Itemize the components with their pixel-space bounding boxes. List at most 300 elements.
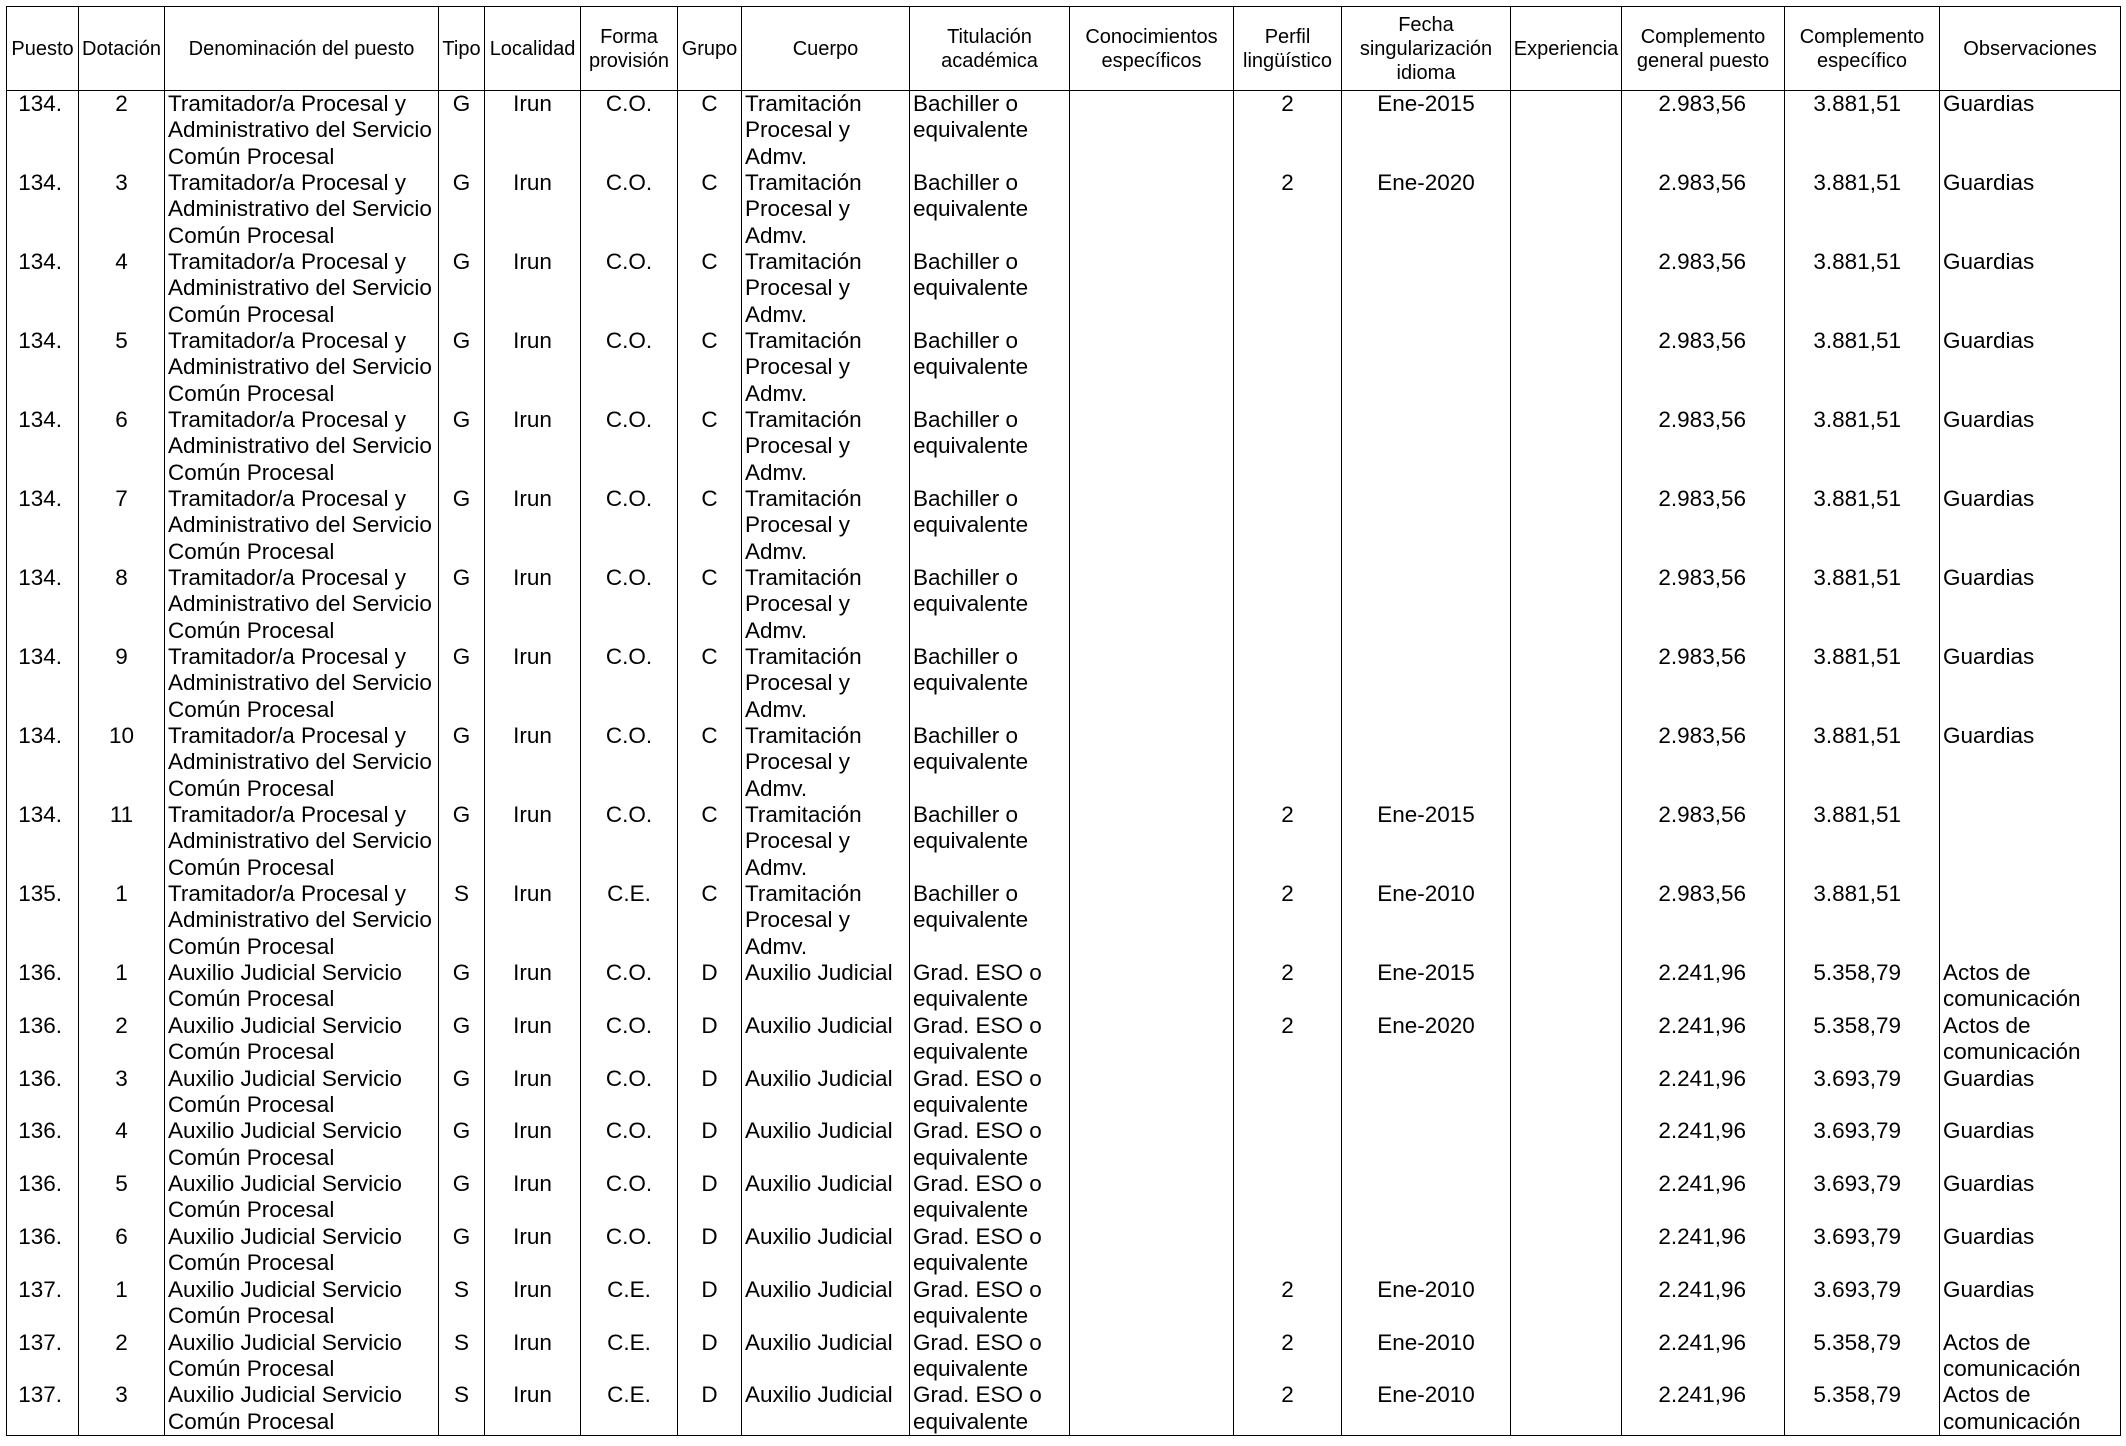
cell-localidad: Irun — [485, 170, 581, 249]
cell-cuerpo: Auxilio Judicial — [742, 1382, 910, 1435]
cell-forma-provision: C.E. — [581, 1330, 678, 1383]
cell-experiencia — [1511, 802, 1622, 881]
cell-experiencia — [1511, 1013, 1622, 1066]
cell-tipo: G — [439, 565, 485, 644]
cell-comp-general: 2.241,96 — [1622, 1330, 1785, 1383]
cell-fecha: Ene-2010 — [1342, 1330, 1511, 1383]
cell-forma-provision: C.O. — [581, 407, 678, 486]
cell-fecha — [1342, 1118, 1511, 1171]
cell-perfil: 2 — [1234, 881, 1342, 960]
cell-dotacion: 6 — [79, 407, 165, 486]
cell-forma-provision: C.O. — [581, 723, 678, 802]
cell-localidad: Irun — [485, 486, 581, 565]
cell-conocimientos — [1070, 1171, 1234, 1224]
cell-denominacion: Tramitador/a Procesal y Administrativo del Servicio Común Procesal — [165, 644, 439, 723]
cell-puesto: 137. — [7, 1277, 79, 1330]
cell-puesto: 134. — [7, 249, 79, 328]
cell-cuerpo: Tramitación Procesal y Admv. — [742, 170, 910, 249]
cell-forma-provision: C.O. — [581, 1013, 678, 1066]
cell-denominacion: Tramitador/a Procesal y Administrativo del Servicio Común Procesal — [165, 249, 439, 328]
positions-document — [6, 6, 2120, 1436]
cell-comp-especifico: 3.881,51 — [1785, 328, 1940, 407]
cell-cuerpo: Auxilio Judicial — [742, 1171, 910, 1224]
cell-puesto: 136. — [7, 960, 79, 1013]
cell-tipo: G — [439, 960, 485, 1013]
cell-comp-especifico: 3.881,51 — [1785, 170, 1940, 249]
cell-puesto: 137. — [7, 1382, 79, 1435]
header-titulacion: Titulación académica — [910, 7, 1070, 91]
cell-conocimientos — [1070, 1224, 1234, 1277]
cell-titulacion: Bachiller o equivalente — [910, 802, 1070, 881]
header-forma-provision: Forma provisión — [581, 7, 678, 91]
cell-puesto: 136. — [7, 1066, 79, 1119]
cell-titulacion: Bachiller o equivalente — [910, 249, 1070, 328]
cell-grupo: C — [678, 170, 742, 249]
cell-conocimientos — [1070, 644, 1234, 723]
cell-grupo: D — [678, 1382, 742, 1435]
cell-dotacion: 2 — [79, 1330, 165, 1383]
cell-conocimientos — [1070, 802, 1234, 881]
table-row — [7, 486, 2121, 565]
cell-comp-especifico: 3.881,51 — [1785, 486, 1940, 565]
cell-localidad: Irun — [485, 91, 581, 171]
cell-observaciones: Actos de comunicación — [1940, 1013, 2121, 1066]
header-grupo: Grupo — [678, 7, 742, 91]
cell-titulacion: Grad. ESO o equivalente — [910, 1118, 1070, 1171]
header-conocimientos: Conocimientos específicos — [1070, 7, 1234, 91]
header-comp-general: Complemento general puesto — [1622, 7, 1785, 91]
cell-forma-provision: C.O. — [581, 960, 678, 1013]
cell-titulacion: Bachiller o equivalente — [910, 328, 1070, 407]
cell-comp-general: 2.241,96 — [1622, 1382, 1785, 1435]
cell-localidad: Irun — [485, 1066, 581, 1119]
cell-titulacion: Bachiller o equivalente — [910, 565, 1070, 644]
header-experiencia: Experiencia — [1511, 7, 1622, 91]
cell-denominacion: Tramitador/a Procesal y Administrativo del Servicio Común Procesal — [165, 802, 439, 881]
cell-grupo: D — [678, 1066, 742, 1119]
cell-fecha: Ene-2010 — [1342, 881, 1511, 960]
cell-perfil — [1234, 723, 1342, 802]
cell-conocimientos — [1070, 328, 1234, 407]
cell-fecha — [1342, 723, 1511, 802]
cell-titulacion: Bachiller o equivalente — [910, 644, 1070, 723]
table-body — [7, 91, 2121, 1436]
cell-titulacion: Grad. ESO o equivalente — [910, 1066, 1070, 1119]
cell-experiencia — [1511, 170, 1622, 249]
cell-observaciones: Actos de comunicación — [1940, 960, 2121, 1013]
cell-cuerpo: Tramitación Procesal y Admv. — [742, 91, 910, 171]
cell-localidad: Irun — [485, 249, 581, 328]
cell-puesto: 136. — [7, 1118, 79, 1171]
cell-localidad: Irun — [485, 881, 581, 960]
cell-comp-especifico: 5.358,79 — [1785, 1382, 1940, 1435]
cell-comp-general: 2.983,56 — [1622, 565, 1785, 644]
cell-fecha — [1342, 1066, 1511, 1119]
cell-fecha — [1342, 407, 1511, 486]
cell-denominacion: Tramitador/a Procesal y Administrativo del Servicio Común Procesal — [165, 407, 439, 486]
table-row — [7, 1330, 2121, 1383]
cell-forma-provision: C.O. — [581, 249, 678, 328]
cell-perfil: 2 — [1234, 960, 1342, 1013]
cell-observaciones: Guardias — [1940, 1066, 2121, 1119]
cell-localidad: Irun — [485, 328, 581, 407]
cell-localidad: Irun — [485, 1382, 581, 1435]
cell-grupo: C — [678, 802, 742, 881]
cell-denominacion: Auxilio Judicial Servicio Común Procesal — [165, 1330, 439, 1383]
cell-forma-provision: C.O. — [581, 565, 678, 644]
cell-fecha — [1342, 1224, 1511, 1277]
cell-puesto: 134. — [7, 723, 79, 802]
cell-observaciones: Guardias — [1940, 1224, 2121, 1277]
cell-perfil: 2 — [1234, 170, 1342, 249]
cell-puesto: 137. — [7, 1330, 79, 1383]
cell-observaciones: Guardias — [1940, 644, 2121, 723]
cell-comp-general: 2.241,96 — [1622, 1118, 1785, 1171]
cell-denominacion: Auxilio Judicial Servicio Común Procesal — [165, 960, 439, 1013]
cell-experiencia — [1511, 486, 1622, 565]
cell-forma-provision: C.O. — [581, 644, 678, 723]
cell-experiencia — [1511, 1066, 1622, 1119]
table-row — [7, 249, 2121, 328]
cell-experiencia — [1511, 1171, 1622, 1224]
table-row — [7, 328, 2121, 407]
cell-denominacion: Tramitador/a Procesal y Administrativo del Servicio Común Procesal — [165, 723, 439, 802]
cell-conocimientos — [1070, 960, 1234, 1013]
cell-conocimientos — [1070, 91, 1234, 171]
cell-comp-especifico: 5.358,79 — [1785, 1013, 1940, 1066]
cell-comp-general: 2.983,56 — [1622, 723, 1785, 802]
cell-comp-general: 2.983,56 — [1622, 644, 1785, 723]
cell-perfil — [1234, 1118, 1342, 1171]
cell-tipo: S — [439, 1277, 485, 1330]
cell-tipo: S — [439, 1382, 485, 1435]
cell-perfil — [1234, 486, 1342, 565]
cell-puesto: 136. — [7, 1013, 79, 1066]
cell-perfil: 2 — [1234, 91, 1342, 171]
cell-comp-especifico: 3.881,51 — [1785, 91, 1940, 171]
cell-perfil: 2 — [1234, 802, 1342, 881]
cell-forma-provision: C.O. — [581, 1118, 678, 1171]
cell-conocimientos — [1070, 170, 1234, 249]
cell-comp-especifico: 3.693,79 — [1785, 1066, 1940, 1119]
cell-forma-provision: C.O. — [581, 802, 678, 881]
cell-denominacion: Auxilio Judicial Servicio Común Procesal — [165, 1224, 439, 1277]
cell-comp-general: 2.241,96 — [1622, 1013, 1785, 1066]
cell-puesto: 134. — [7, 328, 79, 407]
cell-dotacion: 9 — [79, 644, 165, 723]
cell-tipo: S — [439, 1330, 485, 1383]
cell-observaciones: Guardias — [1940, 1171, 2121, 1224]
table-row — [7, 881, 2121, 960]
cell-perfil — [1234, 1224, 1342, 1277]
table-row — [7, 1171, 2121, 1224]
cell-perfil: 2 — [1234, 1330, 1342, 1383]
cell-denominacion: Tramitador/a Procesal y Administrativo del Servicio Común Procesal — [165, 881, 439, 960]
cell-perfil — [1234, 644, 1342, 723]
cell-comp-especifico: 3.881,51 — [1785, 249, 1940, 328]
table-row — [7, 1382, 2121, 1435]
cell-fecha — [1342, 1171, 1511, 1224]
cell-fecha: Ene-2015 — [1342, 91, 1511, 171]
cell-forma-provision: C.O. — [581, 1066, 678, 1119]
cell-fecha — [1342, 565, 1511, 644]
cell-cuerpo: Tramitación Procesal y Admv. — [742, 723, 910, 802]
cell-puesto: 134. — [7, 565, 79, 644]
cell-perfil: 2 — [1234, 1277, 1342, 1330]
cell-experiencia — [1511, 960, 1622, 1013]
cell-tipo: G — [439, 644, 485, 723]
cell-titulacion: Bachiller o equivalente — [910, 723, 1070, 802]
cell-dotacion: 1 — [79, 881, 165, 960]
header-row — [7, 7, 2121, 91]
cell-grupo: C — [678, 249, 742, 328]
cell-forma-provision: C.O. — [581, 1171, 678, 1224]
cell-titulacion: Grad. ESO o equivalente — [910, 1382, 1070, 1435]
header-localidad: Localidad — [485, 7, 581, 91]
cell-perfil — [1234, 328, 1342, 407]
positions-table — [6, 6, 2121, 1436]
cell-grupo: C — [678, 723, 742, 802]
cell-observaciones: Guardias — [1940, 1277, 2121, 1330]
cell-experiencia — [1511, 881, 1622, 960]
cell-experiencia — [1511, 1224, 1622, 1277]
cell-cuerpo: Auxilio Judicial — [742, 1118, 910, 1171]
cell-dotacion: 5 — [79, 1171, 165, 1224]
cell-fecha: Ene-2020 — [1342, 170, 1511, 249]
cell-localidad: Irun — [485, 1171, 581, 1224]
cell-forma-provision: C.E. — [581, 881, 678, 960]
header-denominacion: Denominación del puesto — [165, 7, 439, 91]
cell-comp-general: 2.241,96 — [1622, 1171, 1785, 1224]
cell-tipo: G — [439, 1118, 485, 1171]
cell-fecha: Ene-2010 — [1342, 1382, 1511, 1435]
cell-observaciones — [1940, 802, 2121, 881]
cell-localidad: Irun — [485, 1224, 581, 1277]
cell-dotacion: 2 — [79, 1013, 165, 1066]
cell-cuerpo: Auxilio Judicial — [742, 1277, 910, 1330]
cell-localidad: Irun — [485, 565, 581, 644]
cell-localidad: Irun — [485, 1013, 581, 1066]
cell-grupo: D — [678, 1118, 742, 1171]
cell-fecha — [1342, 249, 1511, 328]
cell-perfil — [1234, 1171, 1342, 1224]
cell-cuerpo: Tramitación Procesal y Admv. — [742, 249, 910, 328]
cell-perfil — [1234, 249, 1342, 328]
cell-perfil — [1234, 407, 1342, 486]
cell-grupo: C — [678, 407, 742, 486]
table-row — [7, 1277, 2121, 1330]
cell-titulacion: Bachiller o equivalente — [910, 881, 1070, 960]
cell-titulacion: Grad. ESO o equivalente — [910, 1171, 1070, 1224]
table-row — [7, 960, 2121, 1013]
cell-tipo: G — [439, 1224, 485, 1277]
cell-experiencia — [1511, 1118, 1622, 1171]
cell-forma-provision: C.O. — [581, 1224, 678, 1277]
table-row — [7, 1118, 2121, 1171]
cell-puesto: 134. — [7, 170, 79, 249]
cell-denominacion: Auxilio Judicial Servicio Común Procesal — [165, 1277, 439, 1330]
cell-cuerpo: Auxilio Judicial — [742, 1066, 910, 1119]
cell-grupo: C — [678, 328, 742, 407]
cell-tipo: G — [439, 802, 485, 881]
cell-conocimientos — [1070, 1382, 1234, 1435]
cell-experiencia — [1511, 407, 1622, 486]
table-row — [7, 802, 2121, 881]
cell-cuerpo: Tramitación Procesal y Admv. — [742, 802, 910, 881]
table-row — [7, 565, 2121, 644]
cell-fecha — [1342, 644, 1511, 723]
header-tipo: Tipo — [439, 7, 485, 91]
cell-tipo: G — [439, 1171, 485, 1224]
cell-grupo: C — [678, 565, 742, 644]
cell-experiencia — [1511, 1382, 1622, 1435]
cell-denominacion: Auxilio Judicial Servicio Común Procesal — [165, 1171, 439, 1224]
cell-comp-general: 2.241,96 — [1622, 1277, 1785, 1330]
cell-comp-general: 2.983,56 — [1622, 802, 1785, 881]
cell-conocimientos — [1070, 565, 1234, 644]
cell-titulacion: Bachiller o equivalente — [910, 407, 1070, 486]
cell-fecha: Ene-2010 — [1342, 1277, 1511, 1330]
cell-dotacion: 3 — [79, 1382, 165, 1435]
cell-denominacion: Tramitador/a Procesal y Administrativo del Servicio Común Procesal — [165, 170, 439, 249]
header-observaciones: Observaciones — [1940, 7, 2121, 91]
cell-comp-especifico: 5.358,79 — [1785, 1330, 1940, 1383]
header-dotacion: Dotación — [79, 7, 165, 91]
cell-tipo: G — [439, 407, 485, 486]
header-comp-especifico: Complemento específico — [1785, 7, 1940, 91]
cell-comp-especifico: 3.881,51 — [1785, 881, 1940, 960]
cell-comp-especifico: 3.881,51 — [1785, 644, 1940, 723]
cell-dotacion: 11 — [79, 802, 165, 881]
table-row — [7, 170, 2121, 249]
cell-observaciones: Actos de comunicación — [1940, 1330, 2121, 1383]
cell-localidad: Irun — [485, 960, 581, 1013]
cell-titulacion: Grad. ESO o equivalente — [910, 1013, 1070, 1066]
cell-grupo: C — [678, 486, 742, 565]
cell-cuerpo: Auxilio Judicial — [742, 1013, 910, 1066]
cell-cuerpo: Tramitación Procesal y Admv. — [742, 328, 910, 407]
cell-tipo: S — [439, 881, 485, 960]
cell-localidad: Irun — [485, 723, 581, 802]
cell-forma-provision: C.O. — [581, 328, 678, 407]
cell-forma-provision: C.O. — [581, 91, 678, 171]
cell-dotacion: 3 — [79, 1066, 165, 1119]
cell-localidad: Irun — [485, 1277, 581, 1330]
cell-comp-especifico: 3.881,51 — [1785, 565, 1940, 644]
cell-comp-especifico: 3.693,79 — [1785, 1224, 1940, 1277]
cell-comp-especifico: 3.881,51 — [1785, 802, 1940, 881]
cell-comp-especifico: 5.358,79 — [1785, 960, 1940, 1013]
cell-denominacion: Tramitador/a Procesal y Administrativo del Servicio Común Procesal — [165, 565, 439, 644]
cell-titulacion: Bachiller o equivalente — [910, 486, 1070, 565]
cell-cuerpo: Auxilio Judicial — [742, 1330, 910, 1383]
cell-tipo: G — [439, 1013, 485, 1066]
cell-dotacion: 8 — [79, 565, 165, 644]
cell-grupo: D — [678, 960, 742, 1013]
cell-forma-provision: C.E. — [581, 1277, 678, 1330]
table-row — [7, 1013, 2121, 1066]
cell-localidad: Irun — [485, 644, 581, 723]
cell-localidad: Irun — [485, 407, 581, 486]
cell-experiencia — [1511, 91, 1622, 171]
cell-tipo: G — [439, 723, 485, 802]
cell-tipo: G — [439, 91, 485, 171]
header-fecha: Fecha singularización idioma — [1342, 7, 1511, 91]
cell-tipo: G — [439, 249, 485, 328]
cell-conocimientos — [1070, 486, 1234, 565]
cell-dotacion: 4 — [79, 249, 165, 328]
table-row — [7, 644, 2121, 723]
cell-comp-especifico: 3.693,79 — [1785, 1277, 1940, 1330]
cell-comp-general: 2.983,56 — [1622, 249, 1785, 328]
cell-conocimientos — [1070, 407, 1234, 486]
cell-observaciones: Guardias — [1940, 486, 2121, 565]
cell-fecha: Ene-2015 — [1342, 802, 1511, 881]
cell-cuerpo: Tramitación Procesal y Admv. — [742, 486, 910, 565]
cell-grupo: C — [678, 91, 742, 171]
cell-observaciones: Guardias — [1940, 565, 2121, 644]
cell-experiencia — [1511, 565, 1622, 644]
cell-observaciones: Actos de comunicación — [1940, 1382, 2121, 1435]
cell-perfil — [1234, 1066, 1342, 1119]
cell-puesto: 136. — [7, 1171, 79, 1224]
cell-experiencia — [1511, 328, 1622, 407]
cell-dotacion: 6 — [79, 1224, 165, 1277]
header-perfil: Perfil lingüístico — [1234, 7, 1342, 91]
cell-denominacion: Auxilio Judicial Servicio Común Procesal — [165, 1066, 439, 1119]
cell-grupo: D — [678, 1171, 742, 1224]
cell-comp-general: 2.241,96 — [1622, 1066, 1785, 1119]
cell-cuerpo: Tramitación Procesal y Admv. — [742, 565, 910, 644]
cell-puesto: 136. — [7, 1224, 79, 1277]
cell-conocimientos — [1070, 1330, 1234, 1383]
cell-observaciones: Guardias — [1940, 249, 2121, 328]
cell-titulacion: Grad. ESO o equivalente — [910, 1224, 1070, 1277]
cell-comp-general: 2.983,56 — [1622, 881, 1785, 960]
cell-experiencia — [1511, 1277, 1622, 1330]
cell-denominacion: Tramitador/a Procesal y Administrativo del Servicio Común Procesal — [165, 91, 439, 171]
cell-dotacion: 1 — [79, 960, 165, 1013]
cell-titulacion: Grad. ESO o equivalente — [910, 1330, 1070, 1383]
cell-observaciones: Guardias — [1940, 328, 2121, 407]
cell-fecha — [1342, 486, 1511, 565]
cell-localidad: Irun — [485, 1330, 581, 1383]
cell-dotacion: 5 — [79, 328, 165, 407]
cell-cuerpo: Auxilio Judicial — [742, 960, 910, 1013]
cell-puesto: 134. — [7, 802, 79, 881]
cell-titulacion: Bachiller o equivalente — [910, 91, 1070, 171]
cell-cuerpo: Tramitación Procesal y Admv. — [742, 407, 910, 486]
cell-comp-general: 2.983,56 — [1622, 407, 1785, 486]
header-cuerpo: Cuerpo — [742, 7, 910, 91]
cell-observaciones — [1940, 881, 2121, 960]
cell-grupo: D — [678, 1330, 742, 1383]
cell-comp-general: 2.241,96 — [1622, 960, 1785, 1013]
cell-tipo: G — [439, 486, 485, 565]
cell-conocimientos — [1070, 1013, 1234, 1066]
table-row — [7, 1066, 2121, 1119]
cell-denominacion: Tramitador/a Procesal y Administrativo del Servicio Común Procesal — [165, 328, 439, 407]
header-puesto: Puesto — [7, 7, 79, 91]
cell-grupo: D — [678, 1224, 742, 1277]
cell-comp-especifico: 3.881,51 — [1785, 723, 1940, 802]
cell-perfil: 2 — [1234, 1013, 1342, 1066]
cell-observaciones: Guardias — [1940, 91, 2121, 171]
cell-comp-especifico: 3.693,79 — [1785, 1118, 1940, 1171]
cell-grupo: D — [678, 1013, 742, 1066]
cell-puesto: 135. — [7, 881, 79, 960]
table-row — [7, 723, 2121, 802]
